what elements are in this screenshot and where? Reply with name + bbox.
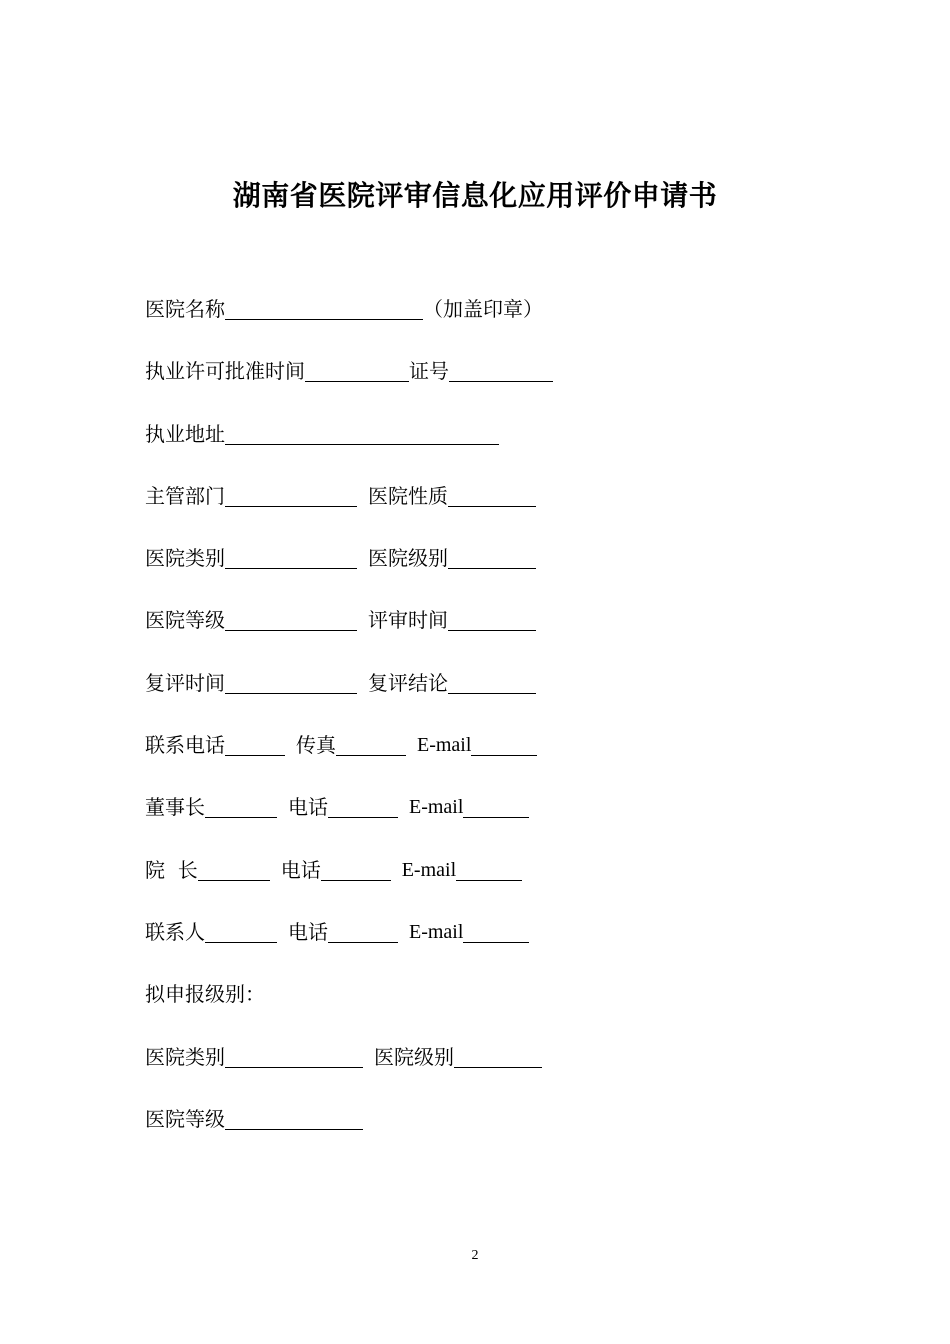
label-contact-person: 联系人 (145, 919, 205, 944)
field-hospital-grade[interactable] (225, 603, 357, 631)
label-hospital-nature: 医院性质 (368, 483, 448, 508)
label-hospital-name: 医院名称 (145, 297, 225, 321)
field-email-1[interactable] (471, 728, 537, 756)
field-fax[interactable] (336, 728, 406, 756)
form-row-hospital-name (145, 292, 553, 354)
label-license-date: 执业许可批准时间 (145, 359, 305, 384)
form-row-apply-level-heading (145, 977, 553, 1039)
label-re-review-result: 复评结论 (368, 670, 448, 695)
label-hospital-category: 医院类别 (145, 546, 225, 571)
label-contact-phone: 联系电话 (145, 733, 225, 758)
label-fax: 传真 (296, 733, 336, 758)
field-hospital-nature[interactable] (448, 479, 536, 507)
form-row-contact-person (145, 915, 553, 977)
field-hospital-level[interactable] (448, 541, 536, 569)
form-row-grade (145, 603, 553, 665)
label-chairman-phone: 电话 (288, 795, 328, 820)
field-email-3[interactable] (456, 853, 522, 881)
field-address[interactable] (225, 417, 499, 445)
label-president: 院 长 (145, 857, 198, 882)
application-form (145, 292, 553, 1164)
label-contact-person-phone: 电话 (288, 919, 328, 944)
field-chairman[interactable] (205, 790, 277, 818)
label-apply-level-class: 医院级别 (374, 1044, 454, 1069)
label-apply-category: 医院类别 (145, 1044, 225, 1069)
field-department[interactable] (225, 479, 357, 507)
field-contact-person-phone[interactable] (328, 915, 398, 943)
field-hospital-category[interactable] (225, 541, 357, 569)
field-chairman-phone[interactable] (328, 790, 398, 818)
page-number: 2 (471, 1248, 479, 1263)
field-email-2[interactable] (463, 790, 529, 818)
label-hospital-grade: 医院等级 (145, 608, 225, 633)
label-apply-level: 拟申报级别： (145, 982, 265, 1007)
label-chairman: 董事长 (145, 795, 205, 820)
form-row-category (145, 541, 553, 603)
field-re-review-result[interactable] (448, 666, 536, 694)
label-president-phone: 电话 (280, 857, 321, 882)
field-review-date[interactable] (448, 603, 536, 631)
field-email-4[interactable] (463, 915, 529, 943)
document-title: 湖南省医院评审信息化应用评价申请书 (232, 179, 718, 212)
field-certificate-no[interactable] (449, 354, 553, 382)
form-row-address (145, 417, 553, 479)
form-row-chairman (145, 790, 553, 852)
form-row-license (145, 354, 553, 416)
label-re-review-date: 复评时间 (145, 670, 225, 695)
seal-note: （加盖印章） (423, 297, 543, 321)
field-license-date[interactable] (305, 354, 409, 382)
field-president-phone[interactable] (321, 853, 391, 881)
form-row-apply-grade (145, 1102, 553, 1164)
label-email-2: E-mail (409, 796, 464, 819)
form-row-re-review (145, 666, 553, 728)
field-contact-phone[interactable] (225, 728, 285, 756)
field-re-review-date[interactable] (225, 666, 357, 694)
field-president[interactable] (198, 853, 270, 881)
label-email-3: E-mail (401, 858, 457, 881)
label-email-4: E-mail (409, 920, 464, 943)
form-row-apply-category (145, 1040, 553, 1102)
label-certificate-no: 证号 (409, 359, 449, 384)
field-hospital-name[interactable] (225, 292, 423, 320)
label-address: 执业地址 (145, 421, 225, 446)
label-apply-grade: 医院等级 (145, 1106, 225, 1131)
label-review-date: 评审时间 (368, 608, 448, 633)
form-row-contact-phone (145, 728, 553, 790)
form-row-president (145, 853, 553, 915)
field-apply-level-class[interactable] (454, 1040, 542, 1068)
field-apply-grade[interactable] (225, 1102, 363, 1130)
label-department: 主管部门 (145, 483, 225, 508)
label-email-1: E-mail (417, 734, 472, 757)
field-contact-person[interactable] (205, 915, 277, 943)
form-row-department (145, 479, 553, 541)
field-apply-category[interactable] (225, 1040, 363, 1068)
label-hospital-level: 医院级别 (368, 546, 448, 571)
